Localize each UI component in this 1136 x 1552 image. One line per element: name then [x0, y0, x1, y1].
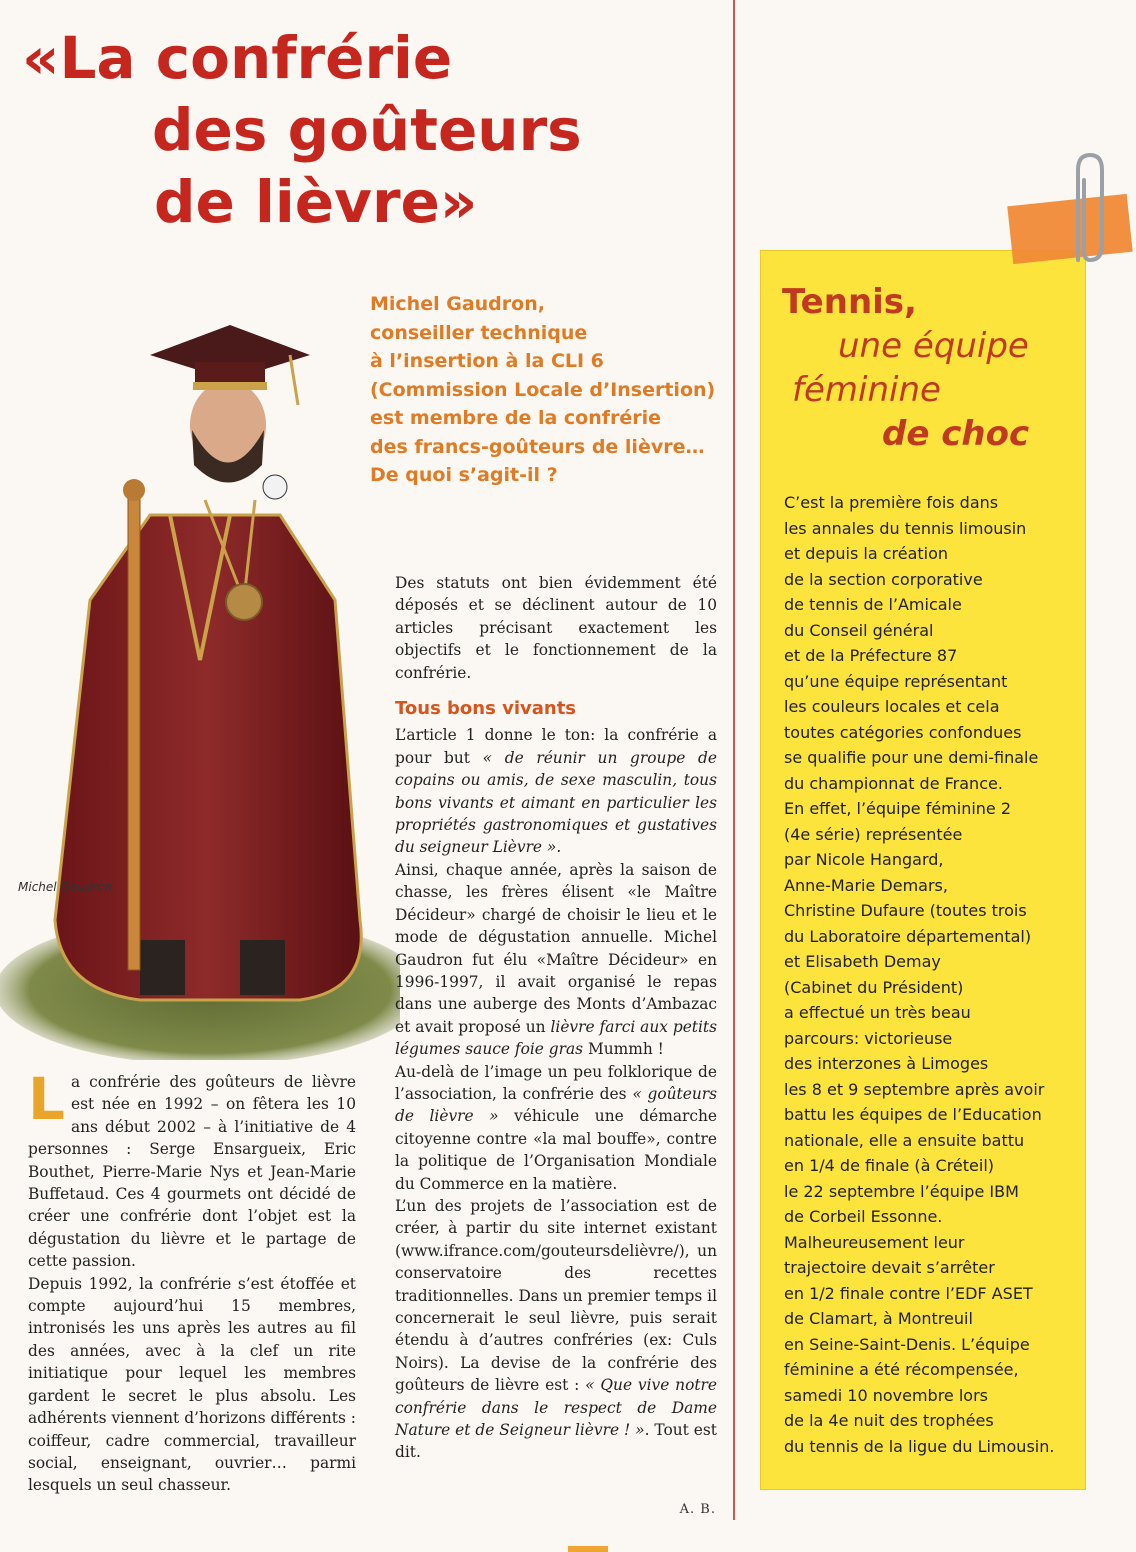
deck-line: Michel Gaudron,	[370, 293, 545, 315]
article-paragraph	[395, 1195, 717, 1464]
sidebar-line: des interzones à Limoges	[784, 1054, 989, 1073]
page-marker	[568, 1546, 608, 1552]
sidebar-line: de la section corporative	[784, 569, 983, 589]
sidebar-line: par Nicole Hangard,	[784, 850, 944, 869]
sidebar-line: les couleurs locales et cela	[784, 697, 1000, 716]
quote-text: « goûteurs de lièvre »	[395, 1084, 717, 1126]
sidebar-line: de la 4e nuit des trophées	[784, 1411, 994, 1430]
text-run: . Tout est dit.	[395, 1421, 717, 1462]
text-run: Mummh !	[583, 1040, 664, 1059]
headline-line-1: «La confrérie	[22, 24, 453, 92]
sidebar-line: du championnat de France.	[784, 773, 1003, 793]
sidebar-line: en 1/4 de finale (à Créteil)	[784, 1156, 995, 1175]
sidebar-line: du Conseil général	[784, 620, 934, 640]
sidebar-line: toutes catégories confondues	[784, 722, 1022, 742]
sidebar-line: C’est la première fois dans	[784, 493, 999, 512]
column-rule	[733, 0, 735, 1520]
quote-text: « de réunir un groupe de copains ou amis, de sexe masculin, tous bons vivants et aimant en particulier les propriétés gastronomiques et gustatives du seigneur Lièvre ».	[395, 748, 718, 857]
sidebar-line: Christine Dufaure (toutes trois	[784, 901, 1027, 920]
headline-line-3: de lièvre»	[154, 168, 478, 236]
sidebar-line: battu les équipes de l’Education	[784, 1105, 1042, 1124]
article-paragraph	[395, 1061, 717, 1195]
deck-line: à l’insertion à la CLI 6	[370, 350, 604, 372]
deck-intro	[370, 290, 730, 490]
sidebar-line: de Corbeil Essonne.	[784, 1207, 943, 1226]
sidebar-text	[784, 490, 1080, 1459]
article-intro: Des statuts ont bien évidemment été déposés et se déclinent autour de 10 articles précisant exactement les objectifs et le fonctionnement de la confrérie.	[395, 574, 717, 682]
motto-quote: « Que vive notre confrérie dans le respect de Dame Nature et de Seigneur lièvre ! »	[395, 1376, 718, 1440]
subheading: Tous bons vivants	[395, 698, 577, 720]
sidebar-line: a effectué un très beau	[784, 1003, 971, 1022]
deck-line: des francs-goûteurs de lièvre…	[370, 435, 705, 458]
sidebar-line: féminine a été récompensée,	[784, 1360, 1019, 1379]
deck-line: est membre de la confrérie	[370, 407, 662, 429]
sidebar-line: (4e série) représentée	[784, 824, 963, 844]
website-url: www.ifrance.com/gouteursdelièvre/	[401, 1241, 679, 1260]
article-column-left	[28, 1065, 356, 1497]
sidebar-line: et depuis la création	[784, 544, 949, 563]
headline-line-2: des goûteurs	[152, 96, 582, 164]
drop-cap: L	[28, 1065, 65, 1133]
sidebar-title-line-4: de choc	[882, 414, 1030, 454]
sidebar-line: les annales du tennis limousin	[784, 518, 1027, 538]
deck-line: (Commission Locale d’Insertion)	[370, 378, 716, 401]
author-signature: A. B.	[679, 1502, 716, 1517]
sidebar-line: se qualifie pour une demi-finale	[784, 748, 1039, 767]
dish-name: lièvre farci aux petits légumes sauce foie gras	[395, 1017, 717, 1059]
lead-paragraph	[28, 1065, 356, 1273]
headline	[22, 22, 642, 238]
sidebar-line: Malheureusement leur	[784, 1232, 965, 1252]
sidebar-line: du Laboratoire départemental)	[784, 926, 1032, 946]
text-run: Au-delà de l’image un peu folklorique de l’association, la confrérie des	[395, 1062, 717, 1103]
text-run: véhicule une démarche citoyenne contre «la mal bouffe», contre la politique de l’Organisation Mondiale du Commerce en la matière.	[395, 1107, 717, 1193]
article-column-right	[395, 572, 717, 1464]
sidebar-line: de tennis de l’Amicale	[784, 595, 962, 614]
sidebar-line: du tennis de la ligue du Limousin.	[784, 1436, 1055, 1456]
sidebar-title	[782, 280, 1072, 456]
sidebar-title-line-3: féminine	[792, 370, 941, 410]
sidebar-line: le 22 septembre l’équipe IBM	[784, 1181, 1019, 1201]
text-run: Ainsi, chaque année, après la saison de chasse, les frères élisent «le Maître Décideur» chargé de choisir le lieu et le mode de dégustation annuelle. Michel Gaudron fut élu «Maître Décideur» en 1996-1997, il avait organisé le repas dans une auberge des Monts d’Ambazac et avait proposé un	[395, 860, 717, 1036]
text-run: a confrérie des goûteurs de lièvre est née en 1992 – on fêtera les 10 ans début 2002 – à l’initiative de 4 personnes : Serge Ensargueix, Eric Bouthet, Pierre-Marie Nys et Jean-Marie Buffetaud. Ces 4 gourmets ont décidé de créer une confrérie dont l’objet est la dégustation du lièvre et le partage de cette passion.	[28, 1073, 356, 1271]
photo-caption: Michel Gaudron	[18, 880, 113, 894]
sidebar-title-line-1: Tennis,	[782, 282, 917, 322]
paperclip-icon	[1058, 150, 1118, 270]
sidebar-line: parcours: victorieuse	[784, 1028, 953, 1048]
sidebar-line: (Cabinet du Président)	[784, 977, 964, 997]
text-run: L’article 1 donne le ton: la confrérie a pour but	[395, 726, 717, 767]
article-paragraph: Depuis 1992, la confrérie s’est étoffée et compte aujourd’hui 15 membres, intronisés les uns après les autres au fil des années, avec à la clef un rite initiatique pour lequel les membres gardent le secret le plus absolu. Les adhérents viennent d’horizons différents : coiffeur, cadre commercial, travailleur social, enseignant, ouvrier… parmi lesquels un seul chasseur.	[28, 1274, 356, 1495]
text-run: L’un des projets de l’association est de créer, à partir du site internet existant (	[395, 1196, 717, 1260]
sidebar-line: et Elisabeth Demay	[784, 952, 941, 971]
article-paragraph	[395, 724, 717, 858]
sidebar-line: nationale, elle a ensuite battu	[784, 1130, 1025, 1150]
sidebar-line: samedi 10 novembre lors	[784, 1385, 988, 1405]
sidebar-line: trajectoire devait s’arrêter	[784, 1258, 995, 1277]
sidebar-line: en 1/2 finale contre l’EDF ASET	[784, 1283, 1033, 1303]
article-paragraph	[395, 859, 717, 1061]
sidebar-line: qu’une équipe représentant	[784, 671, 1008, 691]
deck-line: De quoi s’agit-il ?	[370, 464, 558, 486]
sidebar-line: Anne-Marie Demars,	[784, 875, 948, 895]
sidebar-line: les 8 et 9 septembre après avoir	[784, 1079, 1045, 1099]
text-run: ), un conservatoire des recettes traditionnelles. Dans un premier temps il concernerait le seul lièvre, puis serait étendu à d’autres confréries (ex: Culs Noirs). La devise de la confrérie des goûteurs de lièvre est :	[395, 1241, 717, 1395]
sidebar-line: et de la Préfecture 87	[784, 646, 958, 665]
portrait-photo	[0, 300, 400, 1060]
sidebar-line: En effet, l’équipe féminine 2	[784, 799, 1012, 818]
sidebar-line: en Seine-Saint-Denis. L’équipe	[784, 1334, 1030, 1354]
sidebar-title-line-2: une équipe	[838, 326, 1029, 366]
deck-line: conseiller technique	[370, 321, 588, 344]
sidebar-line: de Clamart, à Montreuil	[784, 1309, 973, 1328]
